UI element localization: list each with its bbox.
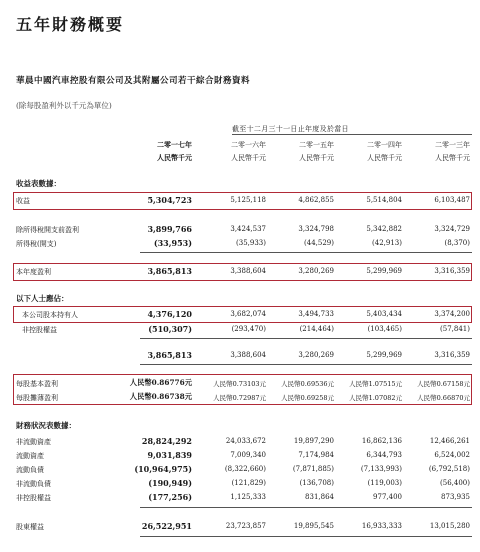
tax-2014: (42,913) [372, 239, 402, 247]
col-year-2015: 二零一五年 [299, 141, 334, 149]
section-income: 收益表數據： [16, 179, 61, 188]
eps-basic-2014: 人民幣1.07515元 [349, 380, 402, 388]
row-label-tax: 所得稅(開支) [16, 240, 57, 248]
tax-2016: (35,933) [236, 239, 266, 247]
total-attrib-2013: 3,316,359 [434, 351, 470, 359]
row-label-noncurrent-assets: 非流動資產 [16, 438, 51, 446]
shareholders-equity-2016: 23,723,857 [225, 522, 266, 530]
total-attrib-2017: 3,865,813 [147, 350, 192, 360]
tax-2013: (8,370) [444, 239, 470, 247]
period-header: 截至十二月三十一日止年度及於當日 [232, 125, 349, 133]
current-liab-2016: (8,322,660) [224, 465, 266, 473]
shareholders-equity-2014: 16,933,333 [361, 522, 402, 530]
equity-holders-2017: 4,376,120 [147, 309, 192, 319]
row-label-nci-fin: 非控股權益 [16, 494, 51, 502]
total-attrib-2016: 3,388,604 [230, 351, 266, 359]
revenue-2013: 6,103,487 [434, 196, 470, 204]
row-label-non-controlling: 非控股權益 [22, 326, 57, 334]
subtotal-rule-equity [140, 507, 472, 508]
profit-2017: 3,865,813 [147, 266, 192, 276]
equity-holders-2013: 3,374,200 [434, 310, 470, 318]
equity-holders-2015: 3,494,733 [298, 310, 334, 318]
nci-fin-2015: 831,864 [305, 493, 334, 501]
non-controlling-2014: (103,465) [367, 325, 402, 333]
shareholders-equity-2017: 26,522,951 [141, 521, 192, 531]
revenue-2017: 5,304,723 [147, 195, 192, 205]
profit-2015: 3,280,269 [298, 267, 334, 275]
eps-diluted-2015: 人民幣0.69258元 [281, 394, 334, 402]
row-label-pretax: 除所得稅開支前盈利 [16, 226, 79, 234]
tax-2017: (33,953) [153, 238, 192, 248]
period-header-rule [232, 134, 472, 135]
nci-fin-2016: 1,125,333 [230, 493, 266, 501]
profit-2013: 3,316,359 [434, 267, 470, 275]
shareholders-equity-2013: 13,015,280 [429, 522, 470, 530]
section-financial: 財務狀況表數據： [16, 421, 76, 430]
current-liab-2015: (7,871,885) [292, 465, 334, 473]
col-currency-2017: 人民幣千元 [157, 153, 192, 162]
total-rule-attrib [140, 364, 472, 365]
eps-diluted-2013: 人民幣0.66870元 [417, 394, 470, 402]
current-assets-2016: 7,009,340 [230, 451, 266, 459]
current-assets-2015: 7,174,984 [298, 451, 334, 459]
non-controlling-2013: (57,841) [440, 325, 470, 333]
pretax-2015: 3,324,798 [298, 225, 334, 233]
eps-basic-2013: 人民幣0.67158元 [417, 380, 470, 388]
col-year-2013: 二零一三年 [435, 141, 470, 149]
noncurrent-assets-2014: 16,862,136 [361, 437, 402, 445]
eps-diluted-2014: 人民幣1.07082元 [349, 394, 402, 402]
subtotal-rule-attrib [140, 338, 472, 339]
revenue-2016: 5,125,118 [230, 196, 266, 204]
row-label-noncurrent-liab: 非流動負債 [16, 480, 51, 488]
col-year-2016: 二零一六年 [231, 141, 266, 149]
pretax-2017: 3,899,766 [147, 224, 192, 234]
noncurrent-liab-2015: (136,708) [299, 479, 334, 487]
current-liab-2014: (7,133,993) [360, 465, 402, 473]
col-currency-2013: 人民幣千元 [435, 154, 470, 162]
noncurrent-liab-2017: (190,949) [148, 478, 192, 488]
non-controlling-2015: (214,464) [299, 325, 334, 333]
noncurrent-liab-2013: (56,400) [440, 479, 470, 487]
nci-fin-2013: 873,935 [441, 493, 470, 501]
current-assets-2017: 9,031,839 [147, 450, 192, 460]
noncurrent-liab-2014: (119,003) [367, 479, 402, 487]
company-subtitle: 華晨中國汽車控股有限公司及其附屬公司若干綜合財務資料 [16, 76, 251, 86]
row-label-eps-diluted: 每股攤薄盈利 [16, 394, 58, 402]
row-label-equity-holders: 本公司股本持有人 [22, 311, 78, 319]
eps-diluted-2017: 人民幣0.86738元 [129, 392, 192, 401]
profit-2016: 3,388,604 [230, 267, 266, 275]
subtotal-rule-profit [140, 252, 472, 253]
pretax-2014: 5,342,882 [366, 225, 402, 233]
units-note: (除每股盈利外以千元為單位) [16, 101, 112, 110]
non-controlling-2017: (510,307) [148, 324, 192, 334]
row-label-revenue: 收益 [16, 197, 30, 205]
pretax-2013: 3,324,729 [434, 225, 470, 233]
page-title: 五年財務概要 [16, 15, 125, 34]
eps-basic-2015: 人民幣0.69536元 [281, 380, 334, 388]
row-label-profit: 本年度盈利 [16, 268, 51, 276]
shareholders-equity-2015: 19,895,545 [293, 522, 334, 530]
total-attrib-2014: 5,299,969 [366, 351, 402, 359]
col-currency-2016: 人民幣千元 [231, 154, 266, 162]
row-label-current-liab: 流動負債 [16, 466, 44, 474]
eps-diluted-2016: 人民幣0.72987元 [213, 394, 266, 402]
revenue-2015: 4,862,855 [298, 196, 334, 204]
section-attributable: 以下人士應佔： [16, 294, 69, 303]
noncurrent-assets-2016: 24,033,672 [225, 437, 266, 445]
nci-fin-2017: (177,256) [148, 492, 192, 502]
current-liab-2013: (6,792,518) [428, 465, 470, 473]
row-label-shareholders-equity: 股東權益 [16, 523, 44, 531]
nci-fin-2014: 977,400 [373, 493, 402, 501]
col-currency-2015: 人民幣千元 [299, 154, 334, 162]
noncurrent-assets-2015: 19,897,290 [293, 437, 334, 445]
col-year-2017: 二零一七年 [157, 140, 192, 149]
noncurrent-assets-2017: 28,824,292 [141, 436, 192, 446]
col-year-2014: 二零一四年 [367, 141, 402, 149]
row-label-current-assets: 流動資產 [16, 452, 44, 460]
eps-basic-2017: 人民幣0.86776元 [129, 378, 192, 387]
non-controlling-2016: (293,470) [231, 325, 266, 333]
current-liab-2017: (10,964,975) [134, 464, 192, 474]
row-label-eps-basic: 每股基本盈利 [16, 380, 58, 388]
noncurrent-assets-2013: 12,466,261 [429, 437, 470, 445]
current-assets-2014: 6,344,793 [366, 451, 402, 459]
pretax-2016: 3,424,537 [230, 225, 266, 233]
noncurrent-liab-2016: (121,829) [231, 479, 266, 487]
current-assets-2013: 6,524,002 [434, 451, 470, 459]
equity-holders-2016: 3,682,074 [230, 310, 266, 318]
equity-holders-2014: 5,403,434 [366, 310, 402, 318]
profit-2014: 5,299,969 [366, 267, 402, 275]
total-attrib-2015: 3,280,269 [298, 351, 334, 359]
revenue-2014: 5,514,804 [366, 196, 402, 204]
tax-2015: (44,529) [304, 239, 334, 247]
total-rule-equity [140, 536, 472, 537]
col-currency-2014: 人民幣千元 [367, 154, 402, 162]
eps-basic-2016: 人民幣0.73103元 [213, 380, 266, 388]
